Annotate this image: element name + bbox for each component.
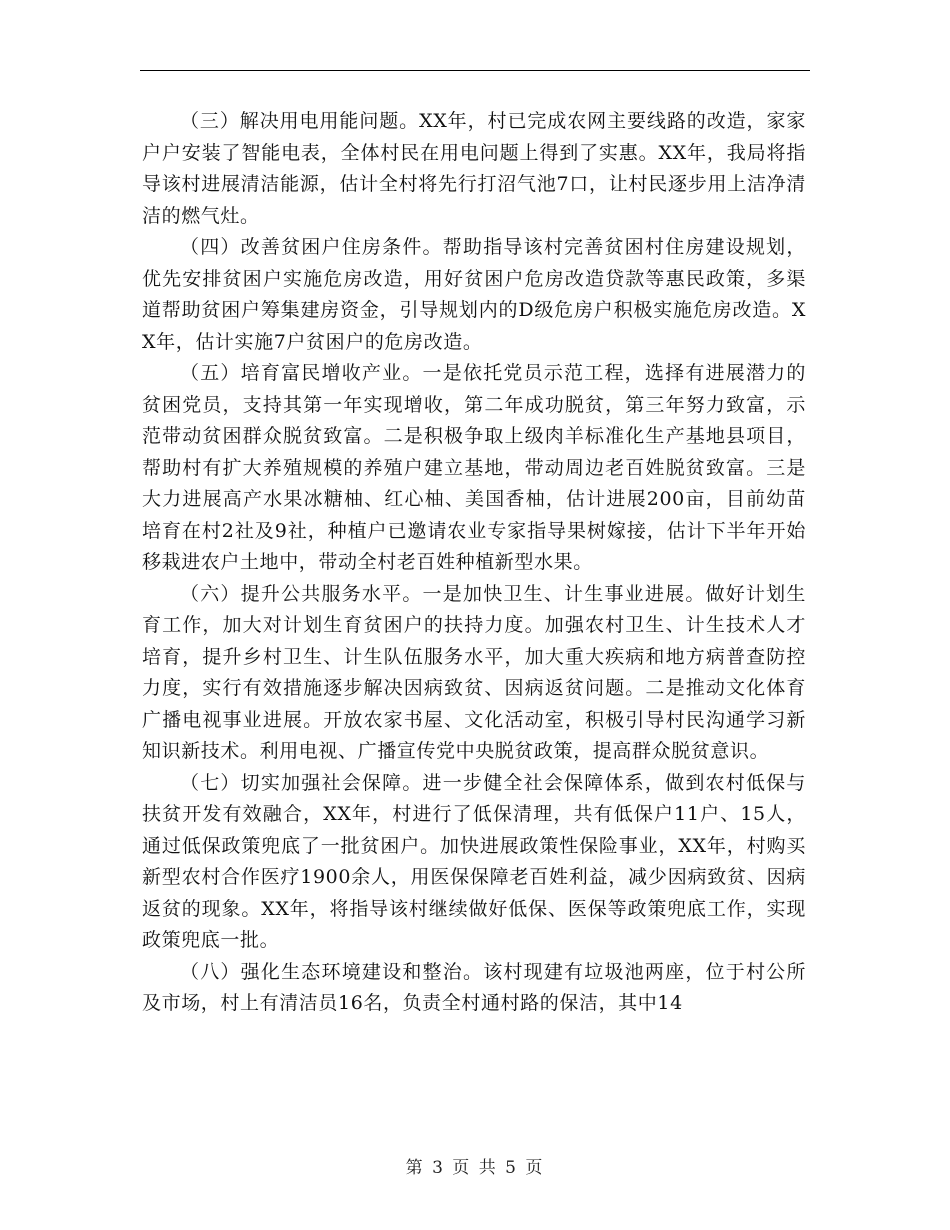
page-number-footer: 第 3 页 共 5 页	[405, 1158, 545, 1178]
paragraph-3: （三）解决用电用能问题。XX年，村已完成农网主要线路的改造，家家户户安装了智能电表，全体村民在用电问题上得到了实惠。XX年，我局将指导该村进展清洁能源，估计全村将先行打沼气池7口，让村民逐步用上洁净清洁的燃气灶。	[142, 110, 806, 227]
paragraph-4: （四）改善贫困户住房条件。帮助指导该村完善贫困村住房建设规划，优先安排贫困户实施危房改造，用好贫困户危房改造贷款等惠民政策，多渠道帮助贫困户筹集建房资金，引导规划内的D级危房户积极实施危房改造。XX年，估计实施7户贫困户的危房改造。	[142, 236, 806, 353]
paragraph-8: （八）强化生态环境建设和整治。该村现建有垃圾池两座，位于村公所及市场，村上有清洁员16名，负责全村通村路的保洁，其中14	[142, 960, 806, 1014]
header-rule	[140, 70, 810, 71]
paragraph-7: （七）切实加强社会保障。进一步健全社会保障体系，做到农村低保与扶贫开发有效融合，XX年，村进行了低保清理，共有低保户11户、15人，通过低保政策兜底了一批贫困户。加快进展政策性保险事业，XX年，村购买新型农村合作医疗1900余人，用医保保障老百姓利益，减少因病致贫、因病返贫的现象。XX年，将指导该村继续做好低保、医保等政策兜底工作，实现政策兜底一批。	[142, 771, 806, 951]
document-body	[142, 106, 806, 1020]
paragraph-5: （五）培育富民增收产业。一是依托党员示范工程，选择有进展潜力的贫困党员，支持其第一年实现增收，第二年成功脱贫，第三年努力致富，示范带动贫困群众脱贫致富。二是积极争取上级肉羊标准化生产基地县项目，帮助村有扩大养殖规模的养殖户建立基地，带动周边老百姓脱贫致富。三是大力进展高产水果冰糖柚、红心柚、美国香柚，估计进展200亩，目前幼苗培育在村2社及9社，种植户已邀请农业专家指导果树嫁接，估计下半年开始移栽进农户土地中，带动全村老百姓种植新型水果。	[142, 362, 806, 573]
paragraph-6: （六）提升公共服务水平。一是加快卫生、计生事业进展。做好计划生育工作，加大对计划生育贫困户的扶持力度。加强农村卫生、计生技术人才培育，提升乡村卫生、计生队伍服务水平，加大重大疾病和地方病普查防控力度，实行有效措施逐步解决因病致贫、因病返贫问题。二是推动文化体育广播电视事业进展。开放农家书屋、文化活动室，积极引导村民沟通学习新知识新技术。利用电视、广播宣传党中央脱贫政策，提高群众脱贫意识。	[142, 582, 806, 762]
